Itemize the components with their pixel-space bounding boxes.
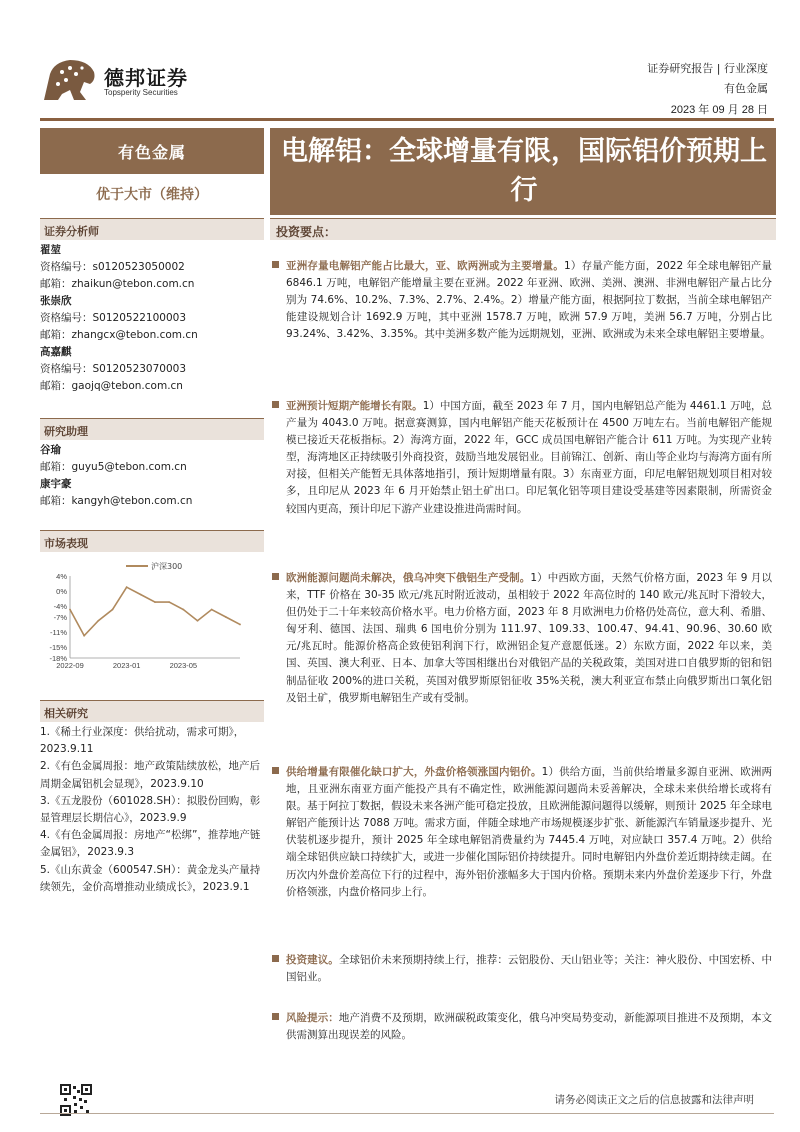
data-point: [97, 620, 99, 622]
data-point: [225, 616, 227, 618]
assistant-email[interactable]: 邮箱：kangyh@tebon.com.cn: [40, 495, 193, 507]
x-tick-label: 2023-01: [112, 661, 141, 670]
analyst-name: 高嘉麒: [40, 346, 72, 358]
y-tick-label: -18%: [49, 654, 67, 663]
point-body: 1）中西欧方面，天然气价格方面，2023 年 9 月以来，TTF 价格在 30-35 欧元/兆瓦时附近波动，虽相较于 2022 年高位时的 140 欧元/兆瓦时下滑较大，但仍处于二十年来较高价格水平。电力价格方面，2023 年 8 月欧洲电力价格仍处高位，意大利、希腊、匈牙利、德国、法国、瑞典 6 国电价分别为 111.97、109.33、100.47、94.41、90.96、30.60 欧元/兆瓦时。能源价格高企致使铝利润下行，欧洲铝企复产意愿低迷。2）东欧方面，2022 年以来，美国、英国、澳大利亚、日本、加拿大等国相继出台对俄铝产品的关税政策，美国对进口自俄罗斯的铝和铝制品征收 200%的进口关税，英国对俄罗斯原铝征收 35%关税，澳大利亚宣布禁止向俄罗斯出口氧化铝及铝土矿，俄罗斯电解铝生产或有受制。: [286, 572, 772, 704]
point-lead: 风险提示：: [286, 1012, 339, 1024]
point-lead: 亚洲预计短期产能增长有限。: [286, 400, 423, 412]
data-point: [197, 620, 199, 622]
footer-rule: [40, 1113, 774, 1114]
data-point: [126, 586, 128, 588]
data-point: [112, 609, 114, 611]
data-point: [140, 594, 142, 596]
market-performance-chart: [40, 558, 266, 678]
related-item[interactable]: 2.《有色金属周报：地产政策陆续放松，地产后周期金属铝机会显现》，2023.9.10: [40, 760, 261, 790]
legend-label: 沪深300: [151, 562, 183, 571]
report-type: 证券研究报告 | 行业深度: [647, 62, 768, 75]
analyst-cert: 资格编号：S0120522100003: [40, 312, 187, 324]
point-paragraph: [270, 398, 772, 518]
assistant-list: [40, 442, 264, 510]
y-tick-label: -7%: [53, 613, 67, 622]
point-paragraph: [270, 1010, 772, 1044]
y-tick-label: 0%: [56, 586, 67, 596]
assistant-name: 谷瑜: [40, 444, 61, 456]
series-line-hs300: [70, 587, 240, 635]
analyst-email[interactable]: 邮箱：gaojq@tebon.com.cn: [40, 380, 183, 392]
data-point: [83, 635, 85, 637]
y-tick-label: -11%: [50, 627, 67, 637]
point-lead: 欧洲能源问题尚未解决，俄乌冲突下俄铝生产受制。: [286, 572, 531, 584]
data-point: [69, 609, 71, 611]
bullet-icon: [272, 261, 279, 268]
header-sector: 有色金属: [724, 82, 768, 95]
analyst-name: 张崇欣: [40, 295, 72, 307]
bullet-icon: [272, 573, 279, 580]
assistant-email[interactable]: 邮箱：guyu5@tebon.com.cn: [40, 461, 187, 473]
assistants-heading: 研究助理: [40, 418, 264, 440]
related-item[interactable]: 1.《稀土行业深度：供给扰动，需求可期》，2023.9.11: [40, 726, 245, 756]
related-item[interactable]: 3.《五龙股份（601028.SH）：拟股份回购，彰显管理层长期信心》，2023.9.9: [40, 794, 261, 825]
point-lead: 亚洲存量电解铝产能占比最大，亚、欧两洲或为主要增量。: [286, 260, 564, 272]
analyst-cert: 资格编号：S0120523070003: [40, 363, 187, 375]
point-body: 1）供给方面，当前供给增量多源自亚洲、欧洲两地，且亚洲东南亚方面产能投产具有不确定性，欧洲能源问题尚未妥善解决，全球未来供给增长或将有限。基于阿拉丁数据，假设未来各洲产能可稳定投放，且欧洲能源问题得以缓解，则预计 2025 年全球电解铝产能预计达 7088 万吨。需求方面，伴随全球地产市场规模逐步扩张、新能源汽车销量逐步提升、光伏装机逐步提升，预计 2025 年全球电解铝消费量约为 7445.4 万吨，对应缺口 357.4 万吨。2）供给端全球铝供应缺口持续扩大，或进一步催化国际铝价持续提升。同时电解铝内外盘价差近期持续走阔。在历次内外盘价差高位下行的过程中，海外铝价涨幅多大于国内价格。预期未来内外盘价差逐步下行，外盘价格领涨，内盘价格同步上行。: [286, 766, 772, 898]
data-point: [154, 601, 156, 603]
brand-name: 德邦证券: [104, 66, 188, 90]
qr-code-icon: [60, 1084, 92, 1116]
analyst-email[interactable]: 邮箱：zhangcx@tebon.com.cn: [40, 329, 198, 341]
data-point: [168, 601, 170, 603]
x-tick-label: 2023-05: [169, 661, 198, 670]
related-item[interactable]: 5.《山东黄金（600547.SH）：黄金龙头产量持续领先，金价高增推动业绩成长》，2023.9.1: [40, 863, 261, 893]
point-paragraph: [270, 764, 772, 901]
bullet-icon: [272, 401, 279, 408]
bullet-icon: [272, 955, 279, 962]
rating-label: 优于大市（维持）: [96, 187, 208, 203]
related-research-list: [40, 724, 270, 896]
y-tick-label: 4%: [56, 572, 67, 581]
assistant-name: 康宇豪: [40, 478, 72, 490]
y-tick-label: -4%: [53, 601, 67, 611]
related-heading: 相关研究: [40, 700, 264, 722]
company-logo: [40, 56, 98, 102]
related-item[interactable]: 4.《有色金属周报：房地产“松绑”，推荐地产链金属铝》，2023.9.3: [40, 829, 261, 859]
data-point: [182, 609, 184, 611]
disclaimer-note: 请务必阅读正文之后的信息披露和法律声明: [554, 1094, 754, 1106]
header-rule: [40, 118, 774, 121]
analyst-name: 翟堃: [40, 244, 61, 256]
report-date: 2023 年 09 月 28 日: [670, 104, 768, 116]
sector-label: 有色金属: [40, 128, 264, 174]
bullet-icon: [272, 1013, 279, 1020]
x-tick-label: 2022-09: [56, 661, 84, 670]
point-paragraph: [270, 258, 772, 343]
point-lead: 投资建议。: [286, 954, 339, 966]
brand-name-en: Topsperity Securities: [104, 88, 178, 97]
data-point: [211, 609, 213, 611]
investment-points-heading: 投资要点：: [270, 218, 776, 240]
analyst-list: [40, 242, 264, 395]
point-paragraph: [270, 570, 772, 707]
report-title: 电解铝：全球增量有限，国际铝价预期上行: [270, 128, 776, 215]
analysts-heading: 证券分析师: [40, 218, 264, 240]
point-body: 地产消费不及预期，欧洲碳税政策变化，俄乌冲突局势变动，新能源项目推进不及预期，本文供需测算出现误差的风险。: [286, 1012, 773, 1042]
y-tick-label: -15%: [49, 642, 67, 652]
point-body: 1）存量产能方面，2022 年全球电解铝产量 6846.1 万吨，电解铝产能增量主要在亚洲。2022 年亚洲、欧洲、美洲、澳洲、非洲电解铝产量占比分别为 74.6%、10.2%、7.3%、2.7%、2.4%。2）增量产能方面，根据阿拉丁数据，当前全球电解铝产能建设规划合计 1692.9 万吨，其中亚洲 1578.7 万吨，欧洲 57.9 万吨，美洲 56.7 万吨，分别占比 93.24%、3.42%、3.35%。其中美洲多数产能为远期规划，亚洲、欧洲或为未来全球电解铝主要增量。: [286, 260, 773, 341]
analyst-cert: 资格编号：s0120523050002: [40, 261, 185, 273]
analyst-email[interactable]: 邮箱：zhaikun@tebon.com.cn: [40, 278, 195, 290]
market-heading: 市场表现: [40, 530, 264, 552]
point-paragraph: [270, 952, 772, 986]
data-point: [239, 624, 241, 626]
point-body: 1）中国方面，截至 2023 年 7 月，国内电解铝总产能为 4461.1 万吨，总产量为 4043.0 万吨。据意赛测算，国内电解铝产能天花板预计在 4500 万吨左右。当前电解铝产能规模已接近天花板指标。2）海湾方面，2022 年，GCC 成员国电解铝产能合计 611 万吨。为实现产业转型，海湾地区正持续吸引外商投资，鼓励当地发展铝业。目前锦江、创新、南山等企业均与海湾方面有所对接，但相关产能暂无具体落地指引，预计短期增量有限。3）东南亚方面，印尼电解铝规划项目相对较多，且印尼从 2023 年 6 月开始禁止铝土矿出口。印尼氧化铝等项目建设受基建等因素限制，所需资金较国内更高，预计印尼下游产业建设推进尚需时间。: [286, 400, 772, 515]
bullet-icon: [272, 767, 279, 774]
point-body: 全球铝价未来预期持续上行，推荐：云铝股份、天山铝业等；关注：神火股份、中国宏桥、中国铝业。: [286, 954, 773, 984]
point-lead: 供给增量有限催化缺口扩大，外盘价格领涨国内铝价。: [286, 766, 542, 778]
